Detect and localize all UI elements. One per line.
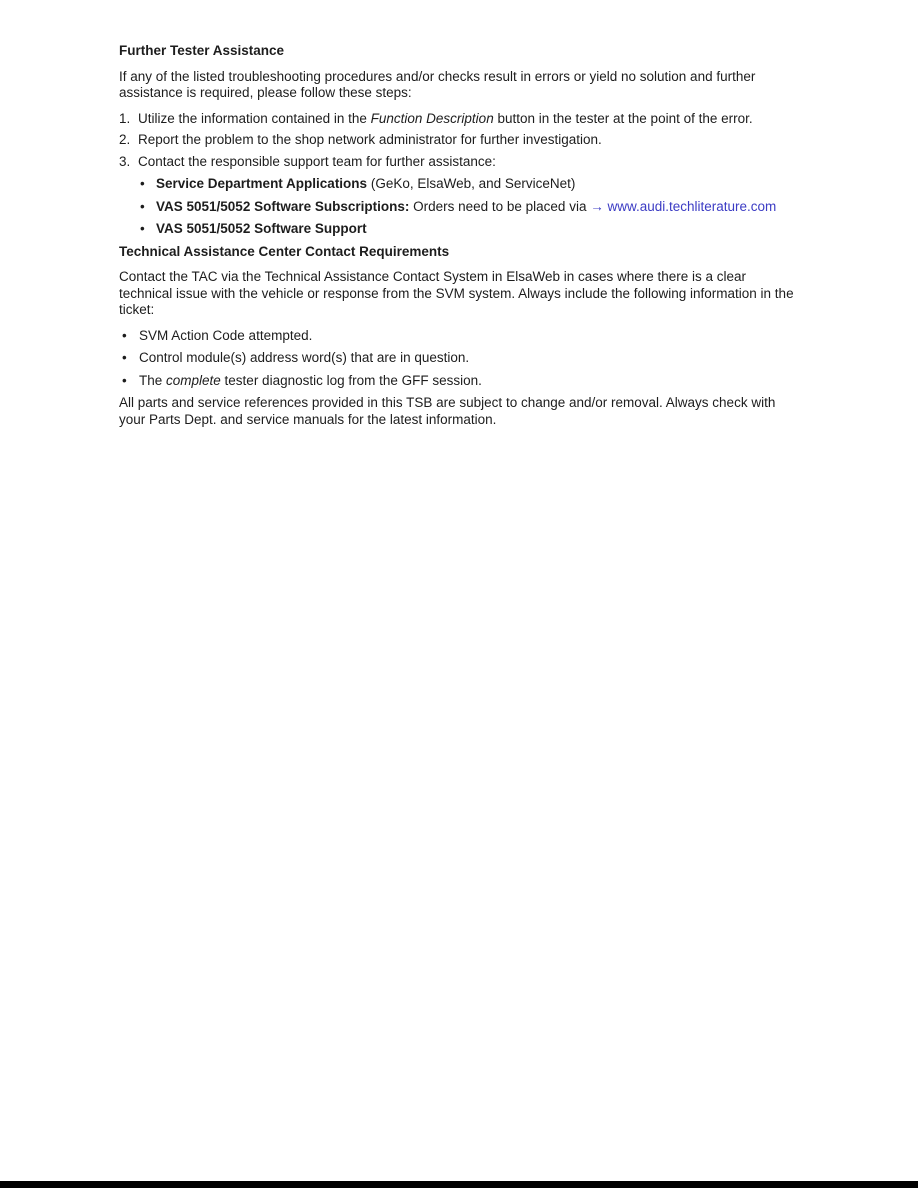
step-number: 2.: [119, 132, 131, 147]
step-item-3: [119, 154, 796, 171]
bullet-text-segment: tester diagnostic log from the GFF session.: [220, 372, 482, 388]
heading-technical-assistance-center: Technical Assistance Center Contact Requirements: [119, 243, 450, 259]
document-page: [0, 0, 918, 428]
step-text: Report the problem to the shop network administrator for further investigation.: [138, 132, 602, 147]
ticket-bullet-item-2: [119, 350, 796, 367]
step-number: 3.: [119, 153, 131, 169]
techliterature-link[interactable]: www.audi.techliterature.com: [607, 198, 777, 214]
bullet-icon: •: [122, 327, 127, 343]
bullet-text: [156, 176, 575, 193]
support-bullet-item-3: [119, 221, 796, 238]
bullet-icon: •: [122, 372, 127, 388]
bullet-text: SVM Action Code attempted.: [139, 327, 313, 343]
step-text: [138, 111, 753, 128]
bullet-text: [139, 373, 482, 390]
bullet-icon: •: [122, 350, 127, 365]
bullet-text-segment: (GeKo, ElsaWeb, and ServiceNet): [367, 176, 576, 191]
bullet-text-bold-segment: VAS 5051/5052 Software Support: [156, 221, 367, 236]
step-text-segment: button in the tester at the point of the error.: [493, 110, 753, 126]
tac-intro-paragraph: Contact the TAC via the Technical Assistance Contact System in ElsaWeb in cases where there is a clear technical issue with the vehicle or response from the SVM system. Always include the following information in the ticket:: [119, 269, 794, 317]
bullet-icon: •: [140, 176, 145, 191]
support-bullet-item-2: [119, 199, 796, 216]
step-item-2: [119, 132, 796, 149]
closing-disclaimer-paragraph: All parts and service references provided in this TSB are subject to change and/or removal. Always check with your Parts Dept. and service manuals for the latest information.: [119, 395, 776, 427]
heading-further-tester-assistance: Further Tester Assistance: [119, 43, 285, 58]
support-bullet-list: [119, 176, 796, 238]
bullet-text-bold-segment: VAS 5051/5052 Software Subscriptions:: [156, 198, 410, 214]
step-number: 1.: [119, 110, 131, 126]
page-bottom-border: [0, 1181, 918, 1188]
bullet-text-bold-segment: Service Department Applications: [156, 176, 368, 191]
step-text-italic-segment: Function Description: [370, 110, 494, 126]
intro-paragraph: If any of the listed troubleshooting procedures and/or checks result in errors or yield no solution and further assistance is required, please follow these steps:: [119, 68, 756, 100]
bullet-text-segment: The: [139, 372, 167, 388]
step-item-1: [119, 111, 796, 128]
bullet-text: [156, 221, 367, 238]
support-bullet-item-1: [119, 176, 796, 193]
numbered-steps-list: [119, 111, 796, 171]
ticket-bullet-item-3: [119, 373, 796, 390]
step-text: Contact the responsible support team for further assistance:: [138, 153, 496, 169]
arrow-right-icon: →: [590, 198, 604, 214]
ticket-bullet-item-1: [119, 328, 796, 345]
step-text-segment: Utilize the information contained in the: [138, 110, 371, 126]
ticket-info-bullet-list: [119, 328, 796, 390]
bullet-text-italic-segment: complete: [166, 372, 221, 388]
bullet-text-segment: Orders need to be placed via: [409, 198, 591, 214]
bullet-icon: •: [140, 221, 145, 236]
bullet-text: Control module(s) address word(s) that are in question.: [139, 350, 470, 365]
bullet-text: [156, 199, 776, 216]
bullet-icon: •: [140, 198, 145, 214]
